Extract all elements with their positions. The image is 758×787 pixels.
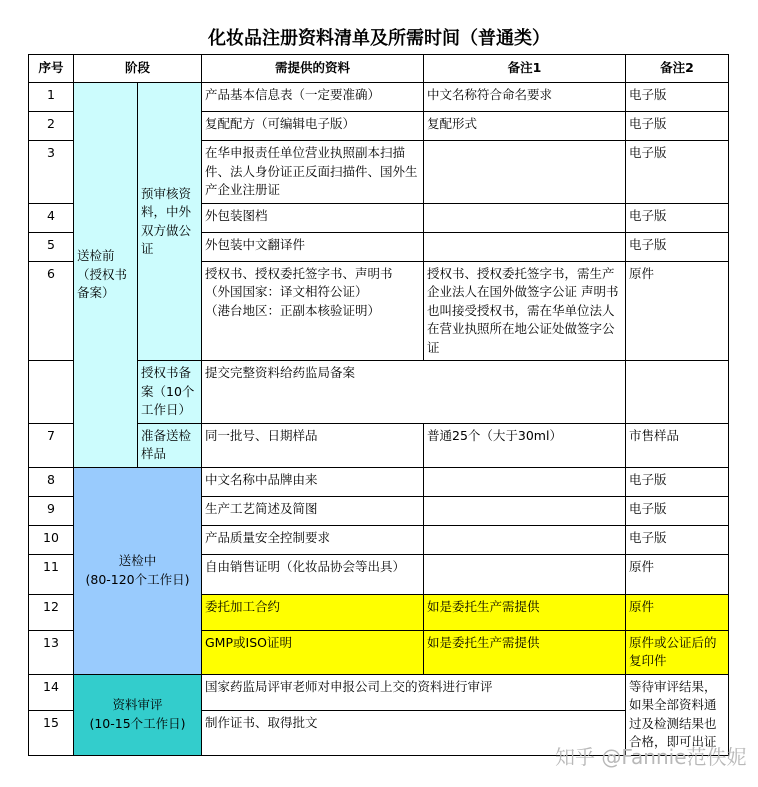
row-note1 (424, 496, 626, 525)
row-note2: 原件 (626, 261, 729, 361)
row-seq: 5 (29, 232, 74, 261)
row-note1: 普通25个（大于30ml） (424, 423, 626, 467)
row-material: 同一批号、日期样品 (202, 423, 424, 467)
row-material: 制作证书、取得批文 (202, 710, 626, 755)
row-note1 (424, 232, 626, 261)
row-note2: 电子版 (626, 203, 729, 232)
row-seq: 8 (29, 467, 74, 496)
row-seq: 4 (29, 203, 74, 232)
row-note1: 如是委托生产需提供 (424, 594, 626, 630)
row-note2: 电子版 (626, 112, 729, 141)
header-note1: 备注1 (424, 55, 626, 83)
row-note1 (424, 467, 626, 496)
row-seq: 1 (29, 83, 74, 112)
row-seq (29, 361, 74, 424)
stage-sample-prep: 准备送检样品 (138, 423, 202, 467)
row-note2: 原件 (626, 554, 729, 594)
table-row (29, 467, 729, 496)
header-row (29, 55, 729, 83)
table-row (29, 83, 729, 112)
row-note2: 等待审评结果，如果全部资料通过及检测结果也合格，即可出证 (626, 674, 729, 755)
row-note2: 市售样品 (626, 423, 729, 467)
row-seq: 2 (29, 112, 74, 141)
registration-table (28, 54, 729, 756)
row-note2: 原件或公证后的复印件 (626, 630, 729, 674)
row-seq: 9 (29, 496, 74, 525)
row-note2: 原件 (626, 594, 729, 630)
row-material: 产品质量安全控制要求 (202, 525, 424, 554)
watermark: 知乎 @Fannie范佚妮 (555, 745, 747, 769)
row-note2: 电子版 (626, 83, 729, 112)
row-material: 自由销售证明（化妆品协会等出具） (202, 554, 424, 594)
row-seq: 11 (29, 554, 74, 594)
stage-before-test: 送检前（授权书备案） (74, 83, 138, 468)
row-note2: 电子版 (626, 232, 729, 261)
row-note1 (424, 554, 626, 594)
row-material: GMP或ISO证明 (202, 630, 424, 674)
row-note2: 电子版 (626, 525, 729, 554)
row-seq: 13 (29, 630, 74, 674)
row-note1: 中文名称符合命名要求 (424, 83, 626, 112)
row-seq: 14 (29, 674, 74, 710)
row-material: 中文名称中品牌由来 (202, 467, 424, 496)
header-seq: 序号 (29, 55, 74, 83)
row-note2: 电子版 (626, 141, 729, 204)
row-note1: 授权书、授权委托签字书，需生产企业法人在国外做签字公证 声明书也叫接受授权书，需在华单位法人在营业执照所在地公证处做签字公证 (424, 261, 626, 361)
row-note1 (424, 525, 626, 554)
row-seq: 12 (29, 594, 74, 630)
row-material: 提交完整资料给药监局备案 (202, 361, 626, 424)
row-material: 国家药监局评审老师对申报公司上交的资料进行审评 (202, 674, 626, 710)
page-title: 化妆品注册资料清单及所需时间（普通类） (208, 28, 550, 49)
row-note1: 复配形式 (424, 112, 626, 141)
table-row (29, 674, 729, 710)
row-note1: 如是委托生产需提供 (424, 630, 626, 674)
header-stage: 阶段 (74, 55, 202, 83)
row-material: 产品基本信息表（一定要准确） (202, 83, 424, 112)
row-note2: 电子版 (626, 467, 729, 496)
row-material: 在华申报责任单位营业执照副本扫描件、法人身份证正反面扫描件、国外生产企业注册证 (202, 141, 424, 204)
row-note1 (424, 203, 626, 232)
row-material: 复配配方（可编辑电子版） (202, 112, 424, 141)
stage-auth-filing: 授权书备案（10个工作日） (138, 361, 202, 424)
header-materials: 需提供的资料 (202, 55, 424, 83)
row-note2: 电子版 (626, 496, 729, 525)
row-material: 外包装中文翻译件 (202, 232, 424, 261)
row-seq: 7 (29, 423, 74, 467)
row-seq: 15 (29, 710, 74, 755)
row-material: 授权书、授权委托签字书、声明书 （外国国家：译文相符公证） （港台地区：正副本核验证明） (202, 261, 424, 361)
row-material: 外包装图档 (202, 203, 424, 232)
stage-in-test: 送检中 (80-120个工作日) (74, 467, 202, 674)
row-material: 生产工艺简述及简图 (202, 496, 424, 525)
row-seq: 3 (29, 141, 74, 204)
row-seq: 6 (29, 261, 74, 361)
row-seq: 10 (29, 525, 74, 554)
header-note2: 备注2 (626, 55, 729, 83)
row-material: 委托加工合约 (202, 594, 424, 630)
row-note2 (626, 361, 729, 424)
stage-pre-review: 预审核资料，中外双方做公证 (138, 83, 202, 361)
row-note1 (424, 141, 626, 204)
stage-review: 资料审评 (10-15个工作日) (74, 674, 202, 755)
